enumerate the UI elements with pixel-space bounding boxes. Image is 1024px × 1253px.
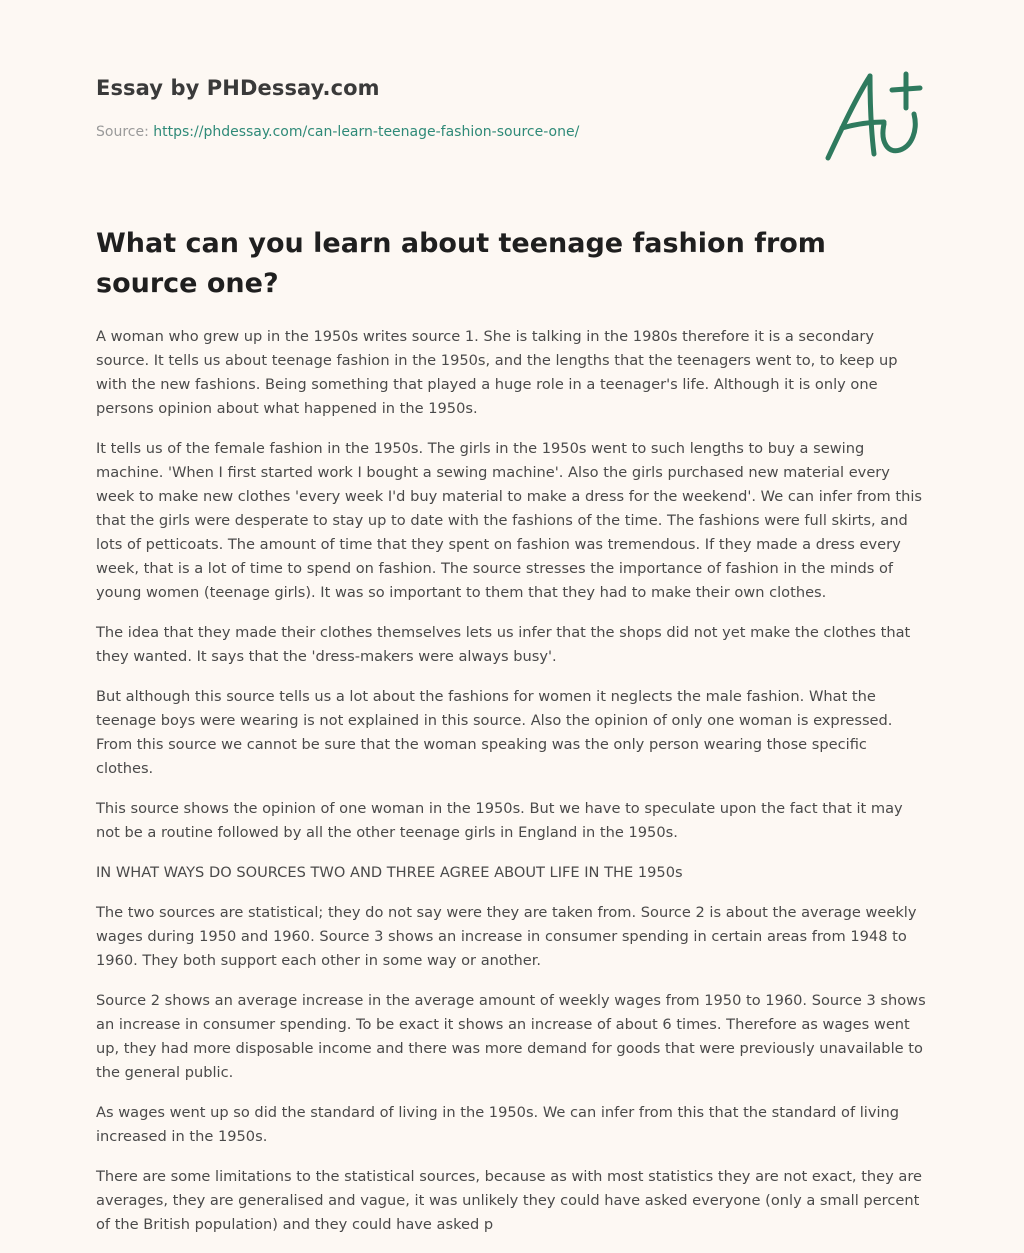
essay-paragraph: As wages went up so did the standard of living in the 1950s. We can infer from this that the standard of living increased in the 1950s. [96,1104,900,1145]
a-plus-logo-icon [822,66,926,166]
source-line [96,124,579,140]
source-label: Source: [96,124,154,140]
essay-page [96,0,928,1252]
source-link[interactable]: https://phdessay.com/can-learn-teenage-fashion-source-one/ [153,124,580,140]
essay-body [96,325,928,1253]
essay-paragraph: Source 2 shows an average increase in the average amount of weekly wages from 1950 to 1960. Source 3 shows an increase in consumer spending. To be exact it shows an increase of about 6 times. Therefore as wages went up, they had more disposable income and there was more demand for goods that were previously unavailable to the general public. [96,992,926,1081]
essay-paragraph: It tells us of the female fashion in the 1950s. The girls in the 1950s went to such lengths to buy a sewing machine. 'When I first started work I bought a sewing machine'. Also the girls purchased new material every week to make new clothes 'every week I'd buy material to make a dress for the weekend'. We can infer from this that the girls were desperate to stay up to date with the fashions of the time. The fashions were full skirts, and lots of petticoats. The amount of time that they spent on fashion was tremendous. If they made a dress every week, that is a lot of time to spend on fashion. The source stresses the importance of fashion in the minds of young women (teenage girls). It was so important to them that they had to make their own clothes. [96,440,922,601]
essay-title: What can you learn about teenage fashion from source one? [96,228,826,299]
essay-paragraph: But although this source tells us a lot about the fashions for women it neglects the male fashion. What the teenage boys were wearing is not explained in this source. Also the opinion of only one woman is expressed. From this source we cannot be sure that the woman speaking was the only person wearing those specific clothes. [96,688,893,777]
essay-paragraph: The two sources are statistical; they do not say were they are taken from. Source 2 is about the average weekly wages during 1950 and 1960. Source 3 shows an increase in consumer spending in certain areas from 1948 to 1960. They both support each other in some way or another. [96,904,917,969]
essay-section-heading: IN WHAT WAYS DO SOURCES TWO AND THREE AGREE ABOUT LIFE IN THE 1950s [96,864,683,881]
essay-paragraph: This source shows the opinion of one woman in the 1950s. But we have to speculate upon the fact that it may not be a routine followed by all the other teenage girls in England in the 1950s. [96,800,903,841]
essay-paragraph: The idea that they made their clothes themselves lets us infer that the shops did not yet make the clothes that they wanted. It says that the 'dress-makers were always busy'. [96,624,911,665]
site-title: Essay by PHDessay.com [96,76,380,100]
essay-paragraph: There are some limitations to the statistical sources, because as with most statistics they are not exact, they are averages, they are generalised and vague, it was unlikely they could have asked everyone (only a small percent of the British population) and they could have asked p [96,1168,923,1233]
essay-paragraph: A woman who grew up in the 1950s writes source 1. She is talking in the 1980s therefore it is a secondary source. It tells us about teenage fashion in the 1950s, and the lengths that the teenagers went to, to keep up with the new fashions. Being something that played a huge role in a teenager's life. Although it is only one persons opinion about what happened in the 1950s. [96,328,898,417]
